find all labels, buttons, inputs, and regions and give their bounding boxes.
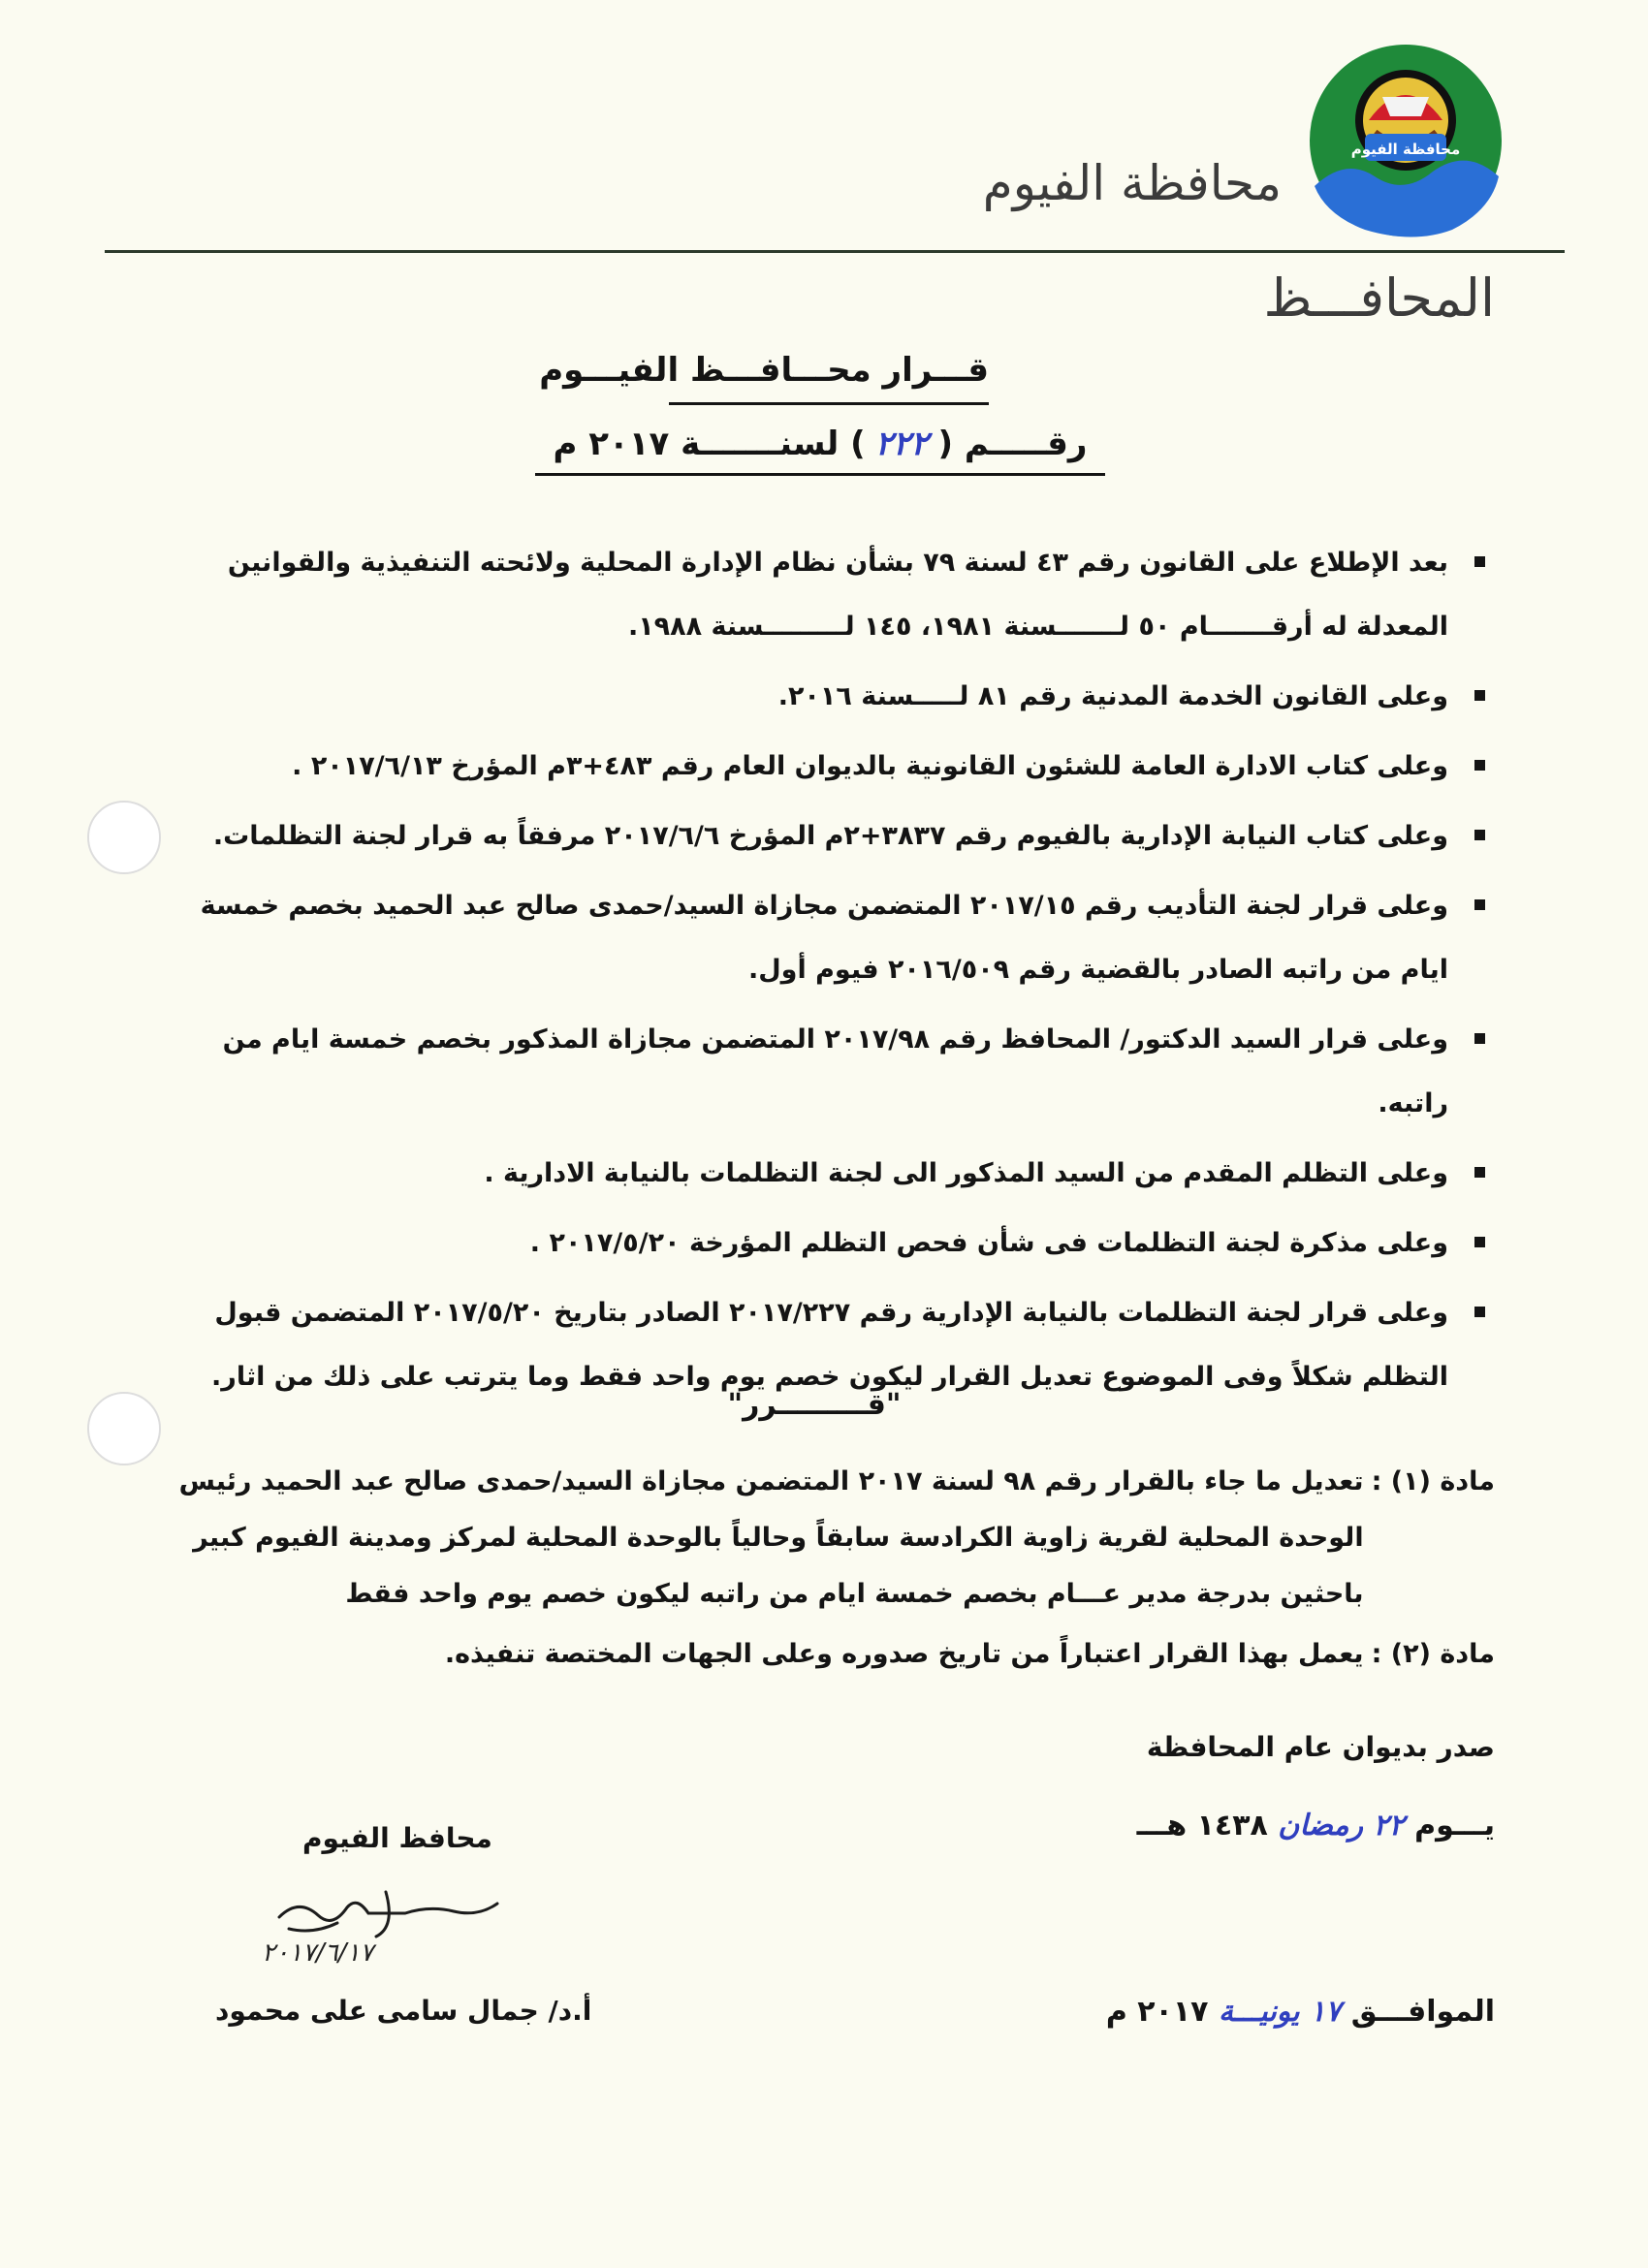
preamble-item: بعد الإطلاع على القانون رقم ٤٣ لسنة ٧٩ بشأن نظام الإدارة المحلية ولائحته التنفيذية والقوانين المعدلة له أرقـــــــام ٥٠ لـــــــسنة ١٩٨١، ١٤٥ لـــــــــسنة ١٩٨٨.: [147, 531, 1485, 659]
hijri-prefix: يـــوم: [1414, 1809, 1495, 1843]
greg-prefix: الموافـــق: [1350, 1995, 1495, 2029]
greg-handwritten: ١٧ يونيـــة: [1218, 1995, 1342, 2029]
preamble-item: وعلى مذكرة لجنة التظلمات فى شأن فحص التظلم المؤرخة ٢٠١٧/٥/٢٠ .: [147, 1212, 1485, 1276]
hijri-date: [1137, 1809, 1495, 1843]
preamble-item: وعلى كتاب الادارة العامة للشئون القانونية بالديوان العام رقم ٤٨٣+٣م المؤرخ ٢٠١٧/٦/١٣ .: [147, 735, 1485, 799]
greg-suffix: ٢٠١٧ م: [1105, 1995, 1209, 2029]
hijri-suffix: ١٤٣٨ هـــ: [1136, 1809, 1268, 1843]
decision-title: قـــرار محـــافـــظ الفيـــوم: [539, 351, 989, 390]
article-text: تعديل ما جاء بالقرار رقم ٩٨ لسنة ٢٠١٧ المتضمن مجازاة السيد/حمدى صالح عبد الحميد رئيس الوحدة المحلية لقرية زاوية الكرادسة سابقاً وحالياً بالوحدة المحلية لمركز ومدينة الفيوم كبير باحثين بدرجة مدير عـــام بخصم خمسة ايام من راتبه ليكون خصم يوم واحد فقط: [178, 1466, 1364, 1609]
decision-number-prefix: رقـــــم (: [937, 425, 1088, 463]
decision-number-underline: [535, 473, 1105, 476]
gregorian-date: [1106, 1995, 1495, 2029]
issued-at: صدر بديوان عام المحافظة: [1146, 1731, 1495, 1763]
punch-hole: [87, 1392, 161, 1465]
governorate-logo-icon: [1307, 41, 1505, 240]
articles: [147, 1454, 1495, 1686]
header-divider: [105, 250, 1565, 253]
signatory-title: محافظ الفيوم: [302, 1822, 492, 1854]
preamble-item: وعلى قرار لجنة التظلمات بالنيابة الإدارية رقم ٢٠١٧/٢٢٧ الصادر بتاريخ ٢٠١٧/٥/٢٠ المتضمن قبول التظلم شكلاً وفى الموضوع تعديل القرار ليكون خصم يوم واحد فقط وما يترتب على ذلك من اثار.: [147, 1281, 1485, 1409]
article-text: يعمل بهذا القرار اعتباراً من تاريخ صدوره وعلى الجهات المختصة تنفيذه.: [444, 1639, 1364, 1669]
logo-text: محافظة الفيوم: [1350, 141, 1461, 158]
decision-title-underline: [669, 402, 989, 405]
signatory-name: أ.د/ جمال سامى على محمود: [215, 1995, 592, 2027]
article-item: [147, 1626, 1495, 1683]
decision-number-handwritten: ٢٢٢: [874, 425, 929, 463]
decision-number-suffix: ) لسنـــــــة ٢٠١٧ م: [553, 425, 866, 463]
preamble-item: وعلى قرار لجنة التأديب رقم ٢٠١٧/١٥ المتضمن مجازاة السيد/حمدى صالح عبد الحميد بخصم خمسة ايام من راتبه الصادر بالقضية رقم ٢٠١٦/٥٠٩ فيوم أول.: [147, 874, 1485, 1002]
preamble-item: وعلى كتاب النيابة الإدارية بالفيوم رقم ٣٨٣٧+٢م المؤرخ ٢٠١٧/٦/٦ مرفقاً به قرار لجنة التظلمات.: [147, 804, 1485, 868]
decision-number: [535, 425, 1105, 463]
punch-hole: [87, 801, 161, 874]
signature-date: ٢٠١٧/٦/١٧: [262, 1938, 374, 1968]
article-label: مادة (١) :: [1371, 1466, 1495, 1496]
preamble-list: [147, 531, 1485, 1415]
preamble-item: وعلى القانون الخدمة المدنية رقم ٨١ لـــــسنة ٢٠١٦.: [147, 665, 1485, 729]
decision-heading: "قـــــــــرر": [727, 1388, 902, 1422]
governorate-name: محافظة الفيوم: [982, 155, 1282, 211]
preamble-item: وعلى التظلم المقدم من السيد المذكور الى لجنة التظلمات بالنيابة الادارية .: [147, 1142, 1485, 1206]
hijri-handwritten: ٢٢ رمضان: [1278, 1809, 1405, 1843]
article-item: [147, 1454, 1495, 1622]
article-label: مادة (٢) :: [1371, 1639, 1495, 1669]
preamble-item: وعلى قرار السيد الدكتور/ المحافظ رقم ٢٠١٧/٩٨ المتضمن مجازاة المذكور بخصم خمسة ايام من راتبه.: [147, 1008, 1485, 1136]
office-title: المحافـــظ: [1263, 268, 1495, 329]
